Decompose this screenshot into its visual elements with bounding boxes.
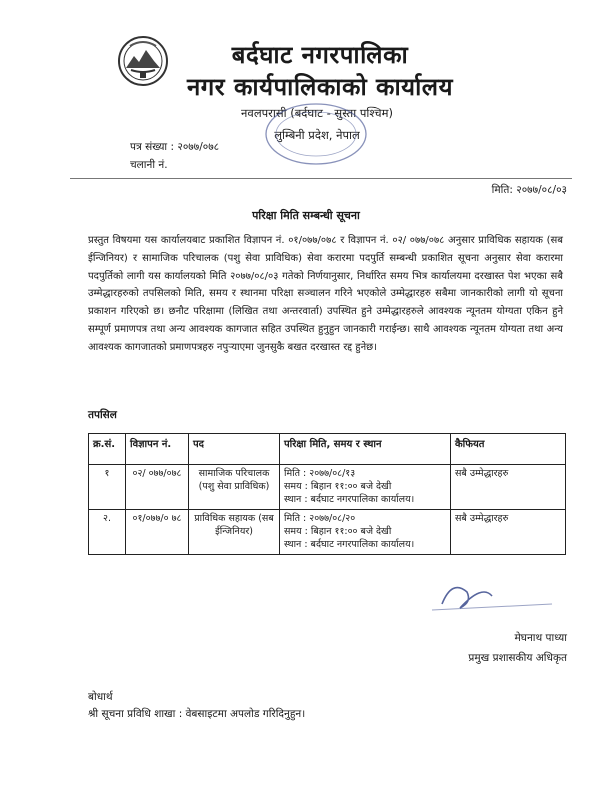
exam-time: समय : बिहान ११:०० बजे देखी: [284, 526, 392, 537]
exam-date: मिति : २०७७/०८/१३: [284, 468, 356, 479]
cell-exam: [280, 510, 451, 555]
col-header-exam: परिक्षा मिति, समय र स्थान: [280, 434, 451, 465]
cell-post: सामाजिक परिचालक (पशु सेवा प्राविधिक): [189, 465, 280, 510]
header-divider: [70, 178, 572, 179]
exam-time: समय : बिहान ११:०० बजे देखी: [284, 481, 392, 492]
table-row: [89, 465, 566, 510]
dispatch-number: चलानी नं.: [130, 159, 168, 171]
cell-sn: १: [89, 465, 126, 510]
document-date: मिति: २०७७/०८/०३: [491, 184, 567, 196]
cell-remark: सबै उम्मेद्धारहरु: [451, 465, 566, 510]
address-line-1: नवलपरासी (बर्दघाट - सुस्ता पश्चिम): [241, 106, 393, 120]
office-stamp: [262, 100, 370, 168]
signature-mark: [412, 574, 562, 624]
exam-schedule-table: [88, 433, 566, 555]
letter-number: पत्र संख्या : २०७७/०७८: [130, 141, 220, 153]
schedule-label: तपसिल: [88, 409, 117, 421]
table-header-row: [89, 434, 566, 465]
cell-remark: सबै उम्मेद्धारहरु: [451, 510, 566, 555]
address-line-2: लुम्बिनी प्रदेश, नेपाल: [274, 128, 360, 142]
signatory-name: मेघनाथ पाध्या: [514, 632, 567, 644]
col-header-sn: क्र.सं.: [89, 434, 126, 465]
office-name: नगर कार्यपालिकाको कार्यालय: [186, 73, 454, 101]
exam-date: मिति : २०७७/०८/२०: [284, 513, 356, 524]
notice-subject: परिक्षा मिति सम्बन्धी सूचना: [252, 209, 360, 222]
cell-post: प्राविधिक सहायक (सब ईन्जिनियर): [189, 510, 280, 555]
col-header-remark: कैफियत: [451, 434, 566, 465]
signatory-title: प्रमुख प्रशासकीय अधिकृत: [468, 652, 567, 664]
cell-exam: [280, 465, 451, 510]
municipality-name: बर्दघाट नगरपालिका: [231, 41, 409, 69]
cell-ad-no: ०१/०७७/० ७८: [126, 510, 189, 555]
exam-place: स्थान : बर्दघाट नगरपालिका कार्यालय।: [284, 494, 415, 505]
cell-ad-no: ०२/ ०७७/०७८: [126, 465, 189, 510]
table-row: [89, 510, 566, 555]
exam-place: स्थान : बर्दघाट नगरपालिका कार्यालय।: [284, 539, 415, 550]
cc-label: बोधार्थ: [88, 691, 113, 703]
col-header-ad-no: विज्ञापन नं.: [126, 434, 189, 465]
cell-sn: २.: [89, 510, 126, 555]
cc-recipient: श्री सूचना प्रविधि शाखा : वेबसाइटमा अपलोड गरिदिनुहुन।: [88, 708, 306, 720]
col-header-post: पद: [189, 434, 280, 465]
notice-body: प्रस्तुत विषयमा यस कार्यालयबाट प्रकाशित विज्ञापन नं. ०१/०७७/०७८ र विज्ञापन नं. ०२/ ०७७/०७८ अनुसार प्राविधिक सहायक (सब ईन्जिनियर) र सामाजिक परिचालक (पशु सेवा प्राविधिक) सेवा करारमा पदपुर्ति सम्बन्धी प्रकाशित सूचना अनुसार सेवा करारमा पदपुर्तिको लागी यस कार्यालयको मिति २०७७/०८/०३ गतेको निर्णयानुसार, निर्धारित समय भित्र कार्यालयमा दरखास्त पेश भएका सबै उम्मेद्धारहरुको तपसिलको मिति, समय र स्थानमा परिक्षा सञ्चालन गरिने भएकोले उम्मेद्धारहरु सबैमा जानकारीको लागी यो सूचना प्रकाशन गरिएको छ। छनौट परिक्षामा (लिखित तथा अन्तरवार्ता) उपस्थित हुने उम्मेद्धारहरुले आवश्यक न्यूनतम योग्यता एकिन हुने सम्पूर्ण प्रमाणपत्र तथा अन्य आवश्यक कागजात सहित उपस्थित हुनुहुन जानकारी गराईन्छ। साथै आवश्यक न्यूनतम योग्यता तथा अन्य आवश्यक कागजातको प्रमाणपत्रहरु नपुर्‍याएमा जुनसुकै बखत दरखास्त रद्द हुनेछ।: [88, 235, 563, 353]
